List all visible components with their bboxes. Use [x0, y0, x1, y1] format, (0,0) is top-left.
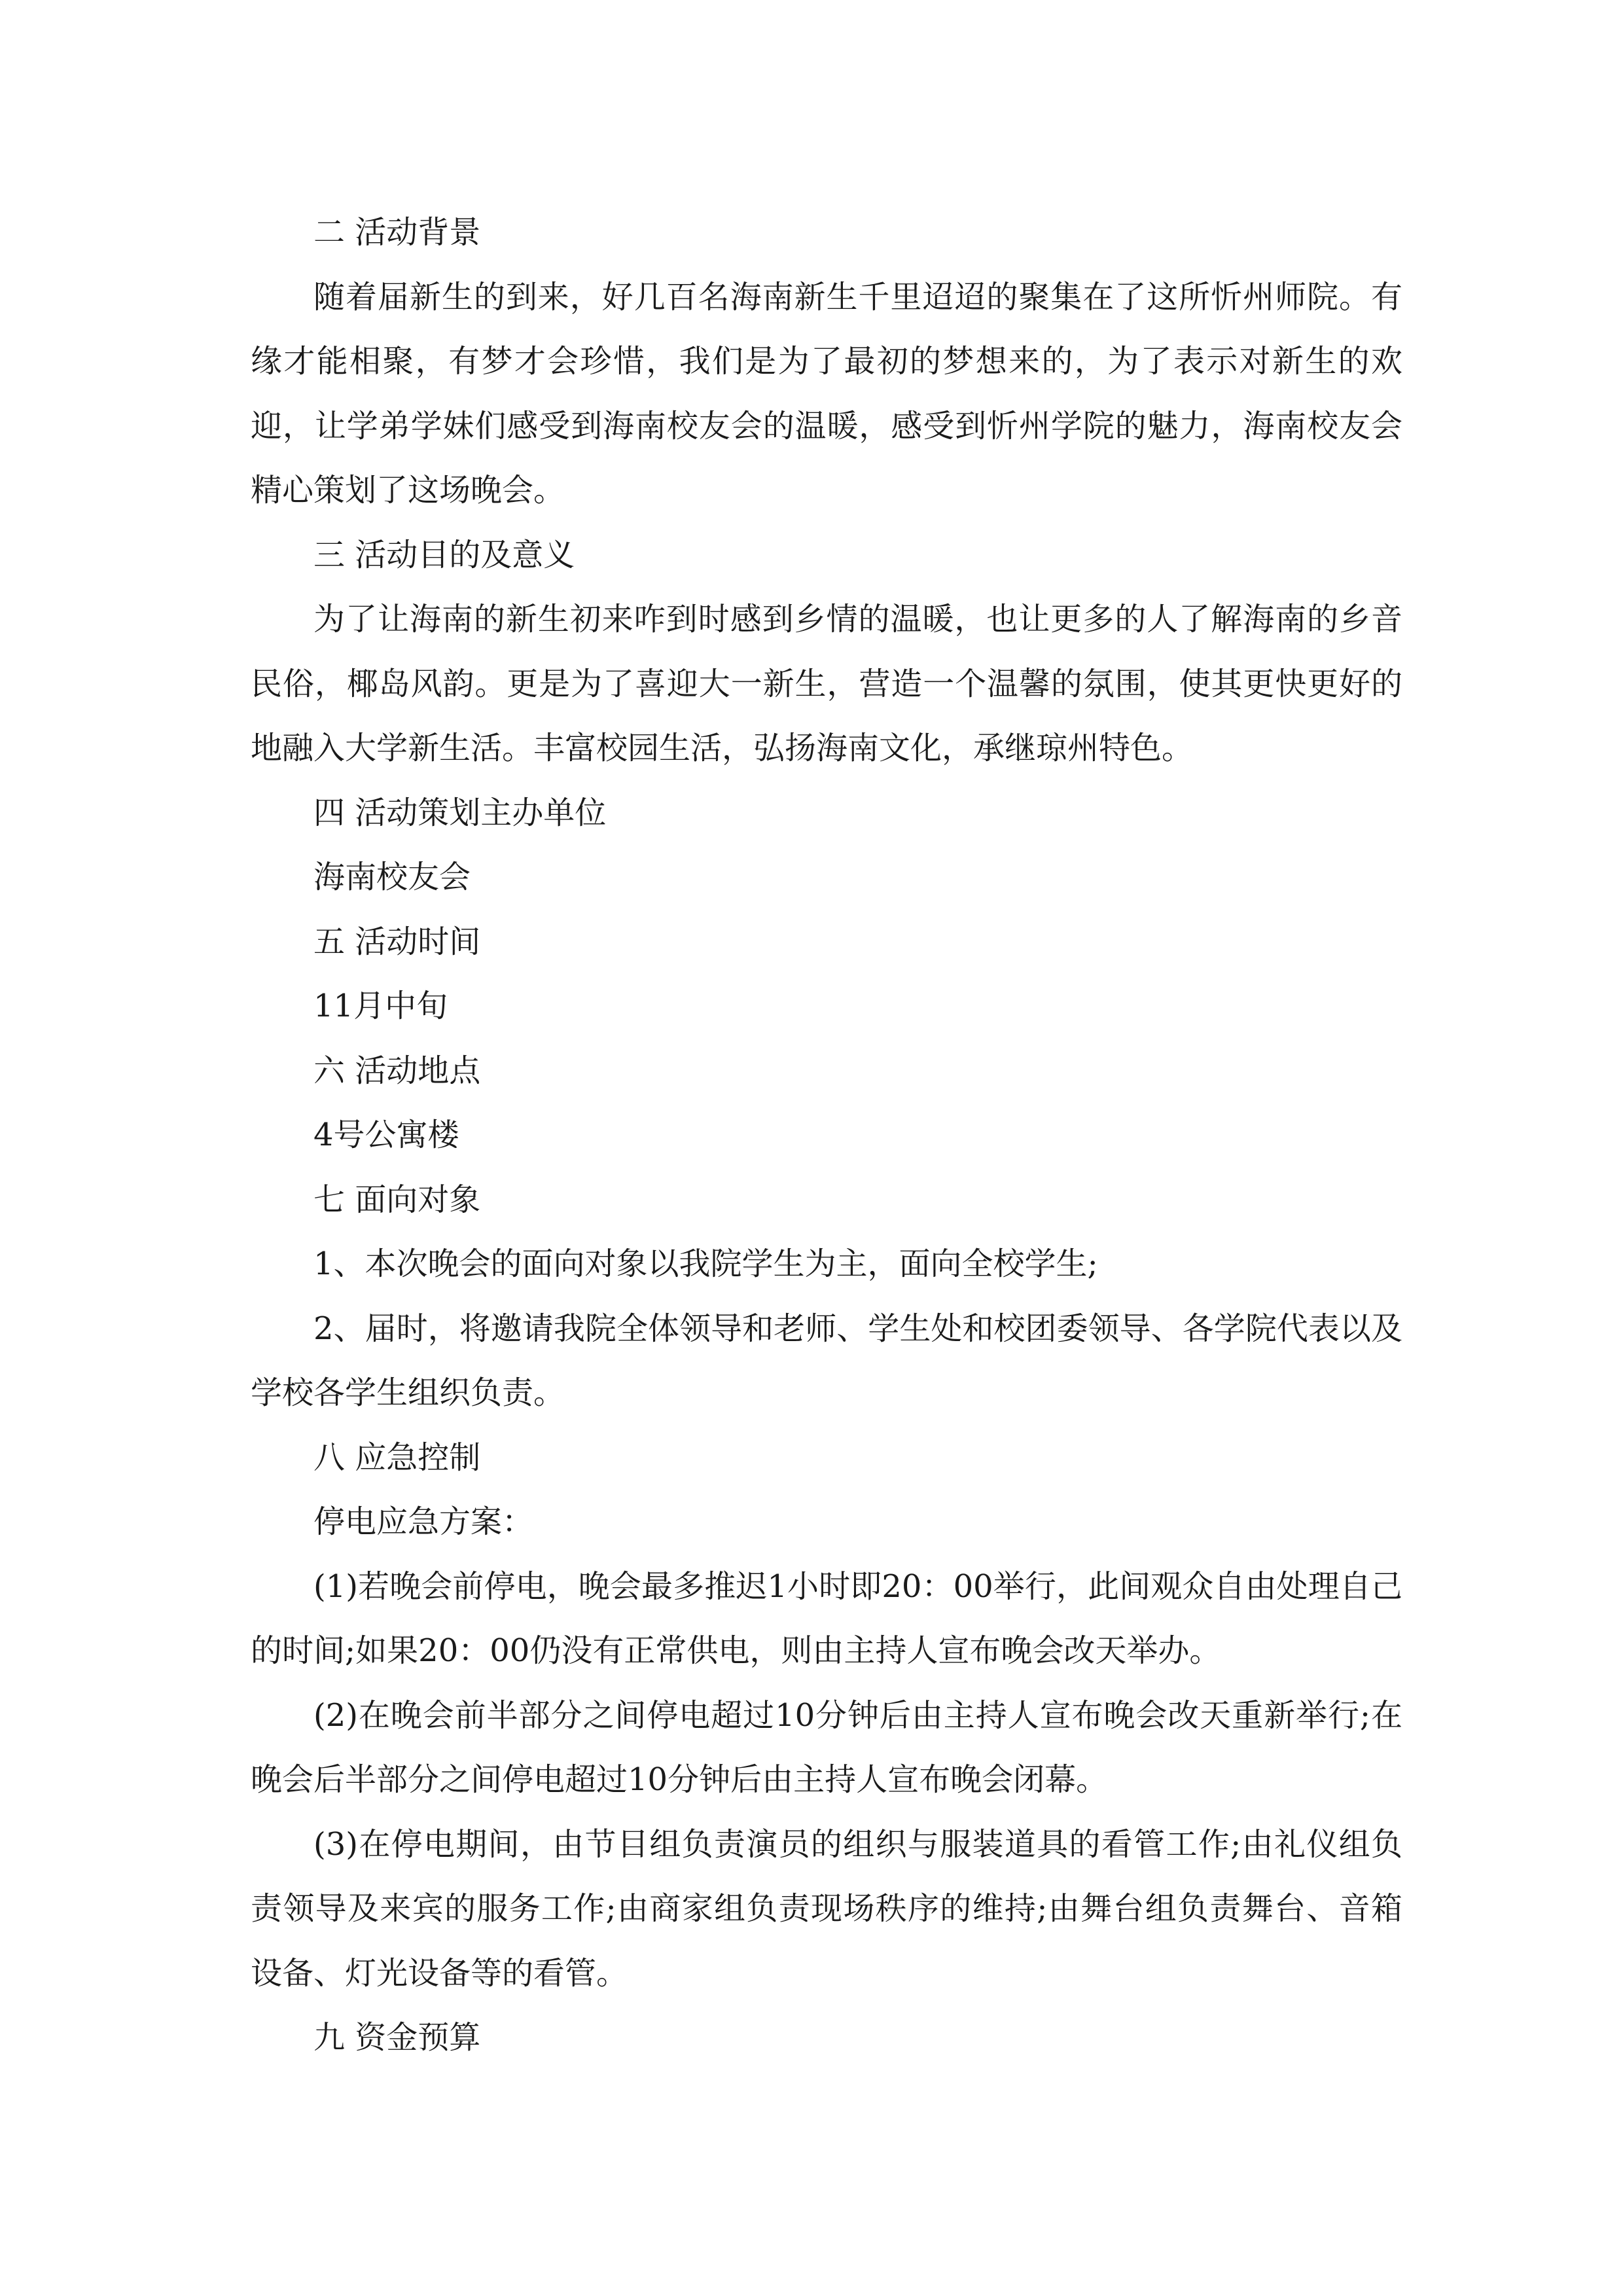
- heading-background: 二 活动背景: [313, 214, 481, 251]
- heading-organizer: 四 活动策划主办单位: [313, 794, 607, 831]
- paragraph-organizer: 海南校友会: [313, 859, 471, 895]
- heading-purpose: 三 活动目的及意义: [313, 536, 575, 573]
- paragraph-audience-1: 1、本次晚会的面向对象以我院学生为主，面向全校学生;: [313, 1246, 1098, 1282]
- paragraph-background: 随着届新生的到来，好几百名海南新生千里迢迢的聚集在了这所忻州师院。有缘才能相聚，有梦才会珍惜，我们是为了最初的梦想来的，为了表示对新生的欢迎，让学弟学妹们感受到海南校友会的温暖，感受到忻州学院的魅力，海南校友会精心策划了这场晚会。: [251, 278, 1402, 509]
- paragraph-emergency-3: (3)在停电期间，由节目组负责演员的组织与服装道具的看管工作;由礼仪组负责领导及来宾的服务工作;由商家组负责现场秩序的维持;由舞台组负责舞台、音箱设备、灯光设备等的看管。: [251, 1825, 1402, 1992]
- paragraph-emergency-intro: 停电应急方案：: [313, 1503, 534, 1540]
- heading-emergency: 八 应急控制: [313, 1439, 481, 1476]
- heading-time: 五 活动时间: [313, 923, 481, 960]
- paragraph-location: 4号公寓楼: [313, 1117, 459, 1153]
- paragraph-emergency-1: (1)若晚会前停电，晚会最多推迟1小时即20：00举行，此间观众自由处理自己的时间;如果20：00仍没有正常供电，则由主持人宣布晚会改天举办。: [251, 1568, 1402, 1669]
- paragraph-purpose: 为了让海南的新生初来咋到时感到乡情的温暖，也让更多的人了解海南的乡音民俗，椰岛风韵。更是为了喜迎大一新生，营造一个温馨的氛围，使其更快更好的地融入大学新生活。丰富校园生活，弘扬海南文化，承继琼州特色。: [251, 601, 1402, 766]
- paragraph-emergency-2: (2)在晚会前半部分之间停电超过10分钟后由主持人宣布晚会改天重新举行;在晚会后半部分之间停电超过10分钟后由主持人宣布晚会闭幕。: [251, 1696, 1402, 1798]
- paragraph-time: 11月中旬: [313, 988, 448, 1024]
- heading-audience: 七 面向对象: [313, 1181, 481, 1218]
- document-body: [251, 200, 1402, 2070]
- heading-location: 六 活动地点: [313, 1052, 481, 1089]
- heading-budget: 九 资金预算: [313, 2019, 481, 2056]
- paragraph-audience-2: 2、届时，将邀请我院全体领导和老师、学生处和校团委领导、各学院代表以及学校各学生组织负责。: [251, 1310, 1402, 1411]
